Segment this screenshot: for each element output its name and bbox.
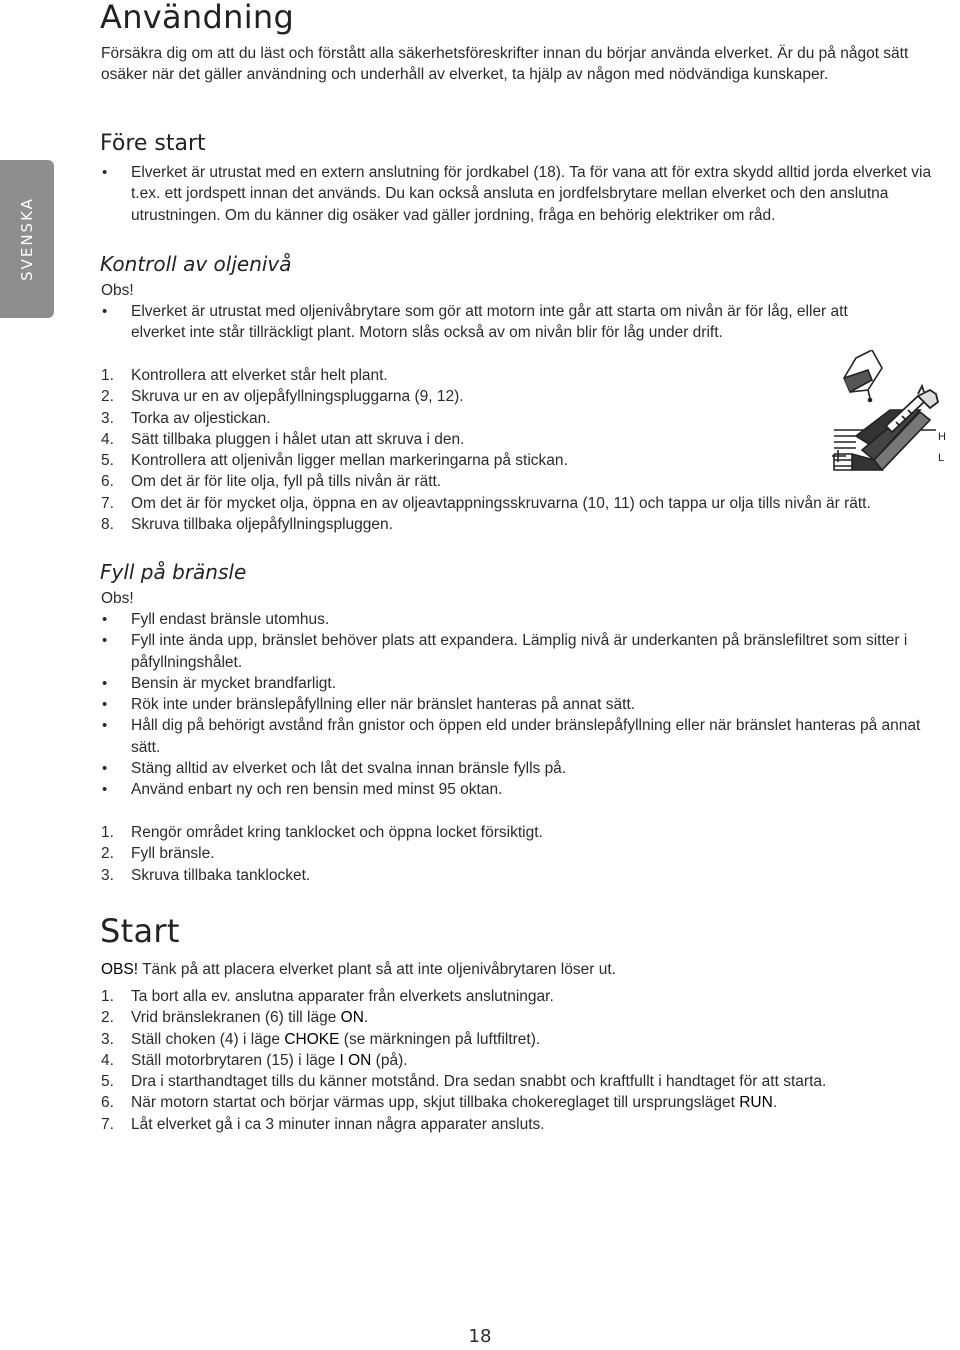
start-step: 4. Ställ motorbrytaren (15) i läge I ON (på).: [101, 1051, 408, 1069]
fuel-step: 3. Skruva tillbaka tanklocket.: [101, 866, 311, 884]
fuel-obs-label: Obs!: [101, 590, 134, 607]
oil-can-icon: [844, 350, 882, 402]
oil-check-heading: Kontroll av oljenivå: [100, 252, 292, 276]
oil-obs-label: Obs!: [101, 282, 134, 299]
page-title: Användning: [100, 0, 295, 36]
start-obs-note: OBS! Tänk på att placera elverket plant så att inte oljenivåbrytaren löser ut.: [101, 961, 616, 978]
fuel-bullet: • Fyll endast bränsle utomhus.: [101, 609, 931, 630]
oil-step: 6. Om det är för lite olja, fyll på tills nivån är rätt.: [101, 473, 442, 491]
start-step: 1. Ta bort alla ev. anslutna apparater från elverkets anslutningar.: [101, 988, 554, 1005]
start-step: 6. När motorn startat och börjar värmas upp, skjut tillbaka chokereglaget till ursprungsläget RUN.: [101, 1094, 778, 1112]
start-heading: Start: [100, 912, 180, 950]
oil-step: 5. Kontrollera att oljenivån ligger mellan markeringarna på stickan.: [101, 452, 568, 470]
oil-step: 7. Om det är för mycket olja, öppna en av oljeavtappningsskruvarna (10, 11) och tappa ur olja tills nivån är rätt.: [101, 494, 871, 512]
oil-check-notes: [101, 301, 881, 344]
start-step: 7. Låt elverket gå i ca 3 minuter innan några apparater ansluts.: [101, 1115, 545, 1133]
fuel-step: 2. Fyll bränsle.: [101, 845, 215, 863]
side-tab-label: SVENSKA: [18, 197, 36, 281]
oil-step: 1. Kontrollera att elverket står helt plant.: [101, 367, 388, 384]
before-start-bullet: • Elverket är utrustat med en extern anslutning för jordkabel (18). Ta för vana att för extra skydd alltid jorda elverket via t.ex. ett jordspett innan det används. Du kan också ansluta en jordfelsbrytare mellan elverket och den anslutna utrustningen. Om du känner dig osäker vad gäller jordning, fråga en behörig elektriker om råd.: [101, 162, 960, 226]
oil-step: 4. Sätt tillbaka pluggen i hålet utan att skruva i den.: [101, 430, 465, 448]
start-step: 5. Dra i starthandtaget tills du känner motstånd. Dra sedan snabbt och kraftfullt i handtaget för att starta.: [101, 1073, 827, 1091]
start-step: 3. Ställ choken (4) i läge CHOKE (se märkningen på luftfiltret).: [101, 1030, 541, 1048]
fuel-bullet: • Håll dig på behörigt avstånd från gnistor och öppen eld under bränslepåfyllning eller när bränslet hanteras på annat sätt.: [101, 715, 931, 758]
oil-step: 2. Skruva ur en av oljepåfyllningspluggarna (9, 12).: [101, 388, 464, 406]
fuel-steps: [101, 822, 931, 886]
start-step: 2. Vrid bränslekranen (6) till läge ON.: [101, 1009, 369, 1027]
language-side-tab: [0, 160, 54, 318]
oil-step: 8. Skruva tillbaka oljepåfyllningspluggen.: [101, 516, 393, 534]
fuel-step: 1. Rengör området kring tanklocket och öppna locket försiktigt.: [101, 824, 543, 841]
fuel-bullet: • Använd enbart ny och ren bensin med minst 95 oktan.: [101, 779, 931, 800]
oil-step: 3. Torka av oljestickan.: [101, 409, 271, 427]
fuel-safety-list: [101, 609, 931, 801]
before-start-list: [101, 162, 960, 226]
start-steps: [101, 986, 931, 1135]
high-mark-label: H: [938, 431, 946, 443]
fuel-bullet: • Fyll inte ända upp, bränslet behöver plats att expandera. Lämplig nivå är underkanten på bränslefiltret som sitter i påfyllningshålet.: [101, 630, 931, 673]
page-number: 18: [468, 1326, 492, 1347]
fuel-bullet: • Bensin är mycket brandfarligt.: [101, 673, 931, 694]
oil-dipstick-illustration: [826, 350, 956, 480]
oil-check-bullet: • Elverket är utrustat med oljenivåbrytare som gör att motorn inte går att starta om nivån är för låg, eller att elverket inte står tillräckligt plant. Motorn slås också av om nivån blir för låg under drift.: [101, 301, 881, 344]
low-mark-label: L: [938, 452, 945, 464]
before-start-heading: Före start: [100, 131, 206, 156]
fuel-bullet: • Stäng alltid av elverket och låt det svalna innan bränsle fylls på.: [101, 758, 931, 779]
fuel-heading: Fyll på bränsle: [100, 560, 247, 584]
intro-paragraph: Försäkra dig om att du läst och förstått alla säkerhetsföreskrifter innan du börjar använda elverket. Är du på något sätt osäker när det gäller användning och underhåll av elverket, ta hjälp av någon med nödvändiga kunskaper.: [101, 45, 909, 84]
start-obs-label: OBS!: [101, 961, 139, 978]
dipstick-housing-icon: [832, 410, 936, 470]
fuel-bullet: • Rök inte under bränslepåfyllning eller när bränslet hanteras på annat sätt.: [101, 694, 931, 715]
